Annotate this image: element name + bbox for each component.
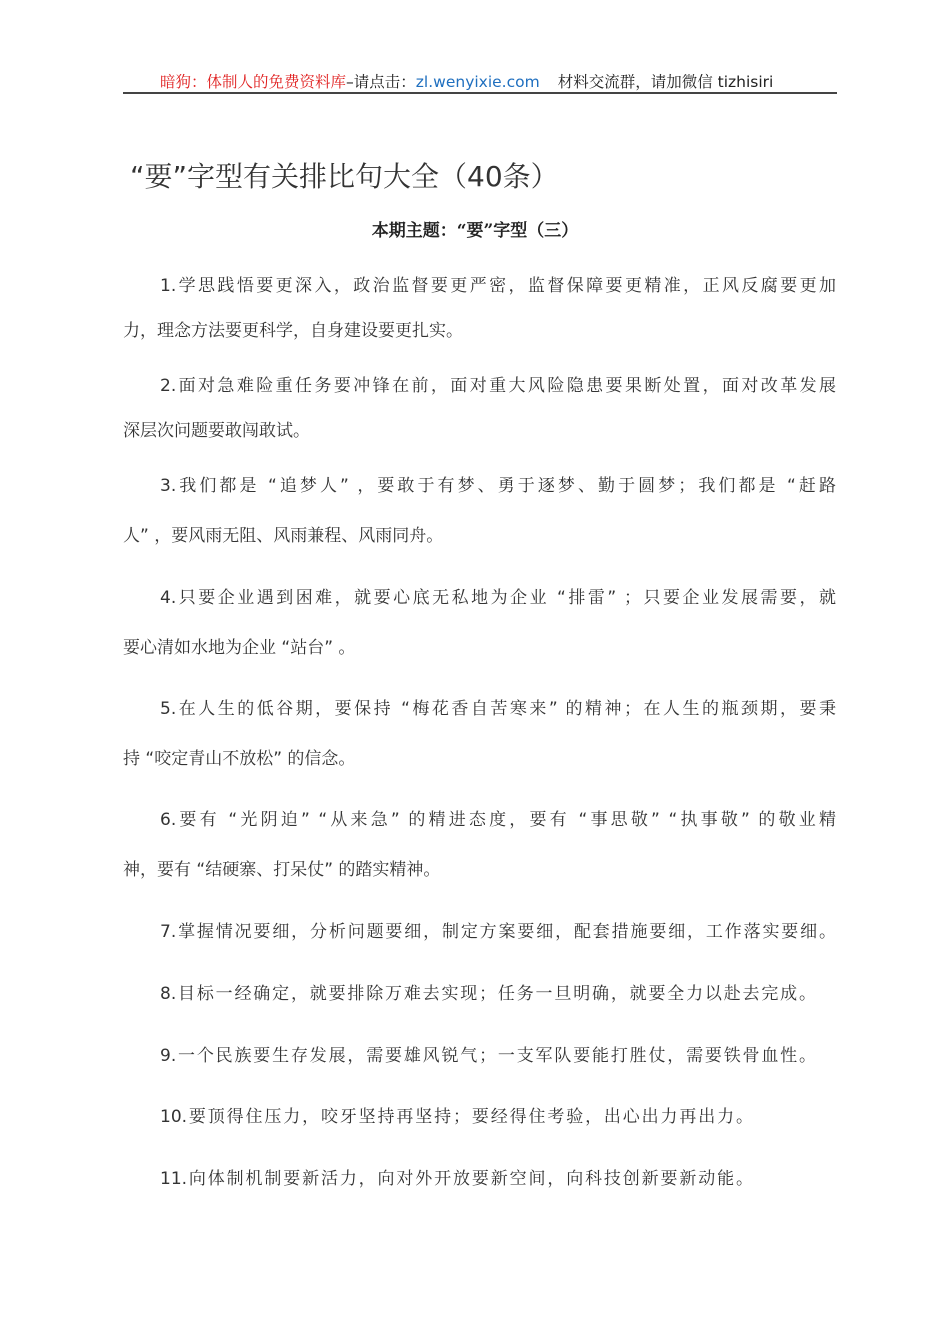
item-line: 7.掌握情况要细，分析问题要细，制定方案要细，配套措施要细，工作落实要细。 [160, 922, 836, 942]
item-line: 神，要有 “结硬寨、打呆仗” 的踏实精神。 [123, 860, 441, 880]
item-line: 10.要顶得住压力，咬牙坚持再坚持；要经得住考验，出心出力再出力。 [160, 1107, 753, 1127]
item-line: 深层次问题要敢闯敢试。 [123, 421, 310, 441]
document-subtitle: 本期主题：“要”字型（三） [371, 221, 579, 241]
click-prompt: –请点击： [346, 73, 416, 91]
item-line: 1.学思践悟要更深入，政治监督要更严密，监督保障要更精准，正风反腐要更加 [160, 276, 836, 296]
item-line: 6.要有 “光阴迫” “从来急” 的精进态度，要有 “事思敬” “执事敬” 的敬业精 [160, 810, 836, 830]
item-line: 3.我们都是 “追梦人” ，要敢于有梦、勇于逐梦、勤于圆梦；我们都是 “赶路 [160, 476, 836, 496]
item-line: 11.向体制机制要新活力，向对外开放要新空间，向科技创新要新动能。 [160, 1169, 753, 1189]
item-line: 要心清如水地为企业 “站台” 。 [123, 638, 356, 658]
item-line: 2.面对急难险重任务要冲锋在前，面对重大风险隐患要果断处置，面对改革发展 [160, 376, 836, 396]
header-divider [123, 92, 837, 94]
site-link[interactable]: zl.wenyixie.com [415, 73, 540, 91]
item-line: 9.一个民族要生存发展，需要雄风锐气；一支军队要能打胜仗，需要铁骨血性。 [160, 1046, 816, 1066]
item-line: 人” ，要风雨无阻、风雨兼程、风雨同舟。 [123, 526, 444, 546]
item-line: 力，理念方法要更科学，自身建设要更扎实。 [123, 321, 463, 341]
item-line: 4.只要企业遇到困难，就要心底无私地为企业 “排雷” ；只要企业发展需要，就 [160, 588, 836, 608]
item-line: 8.目标一经确定，就要排除万难去实现；任务一旦明确，就要全力以赴去完成。 [160, 984, 816, 1004]
page-header [160, 70, 773, 92]
document-title: “要”字型有关排比句大全（40条） [130, 160, 559, 193]
contact-info: 材料交流群，请加微信 tizhisiri [557, 73, 774, 91]
item-line: 持 “咬定青山不放松” 的信念。 [123, 749, 356, 769]
item-line: 5.在人生的低谷期，要保持 “梅花香自苦寒来” 的精神；在人生的瓶颈期，要秉 [160, 699, 836, 719]
site-name: 暗狗：体制人的免费资料库 [160, 73, 347, 91]
